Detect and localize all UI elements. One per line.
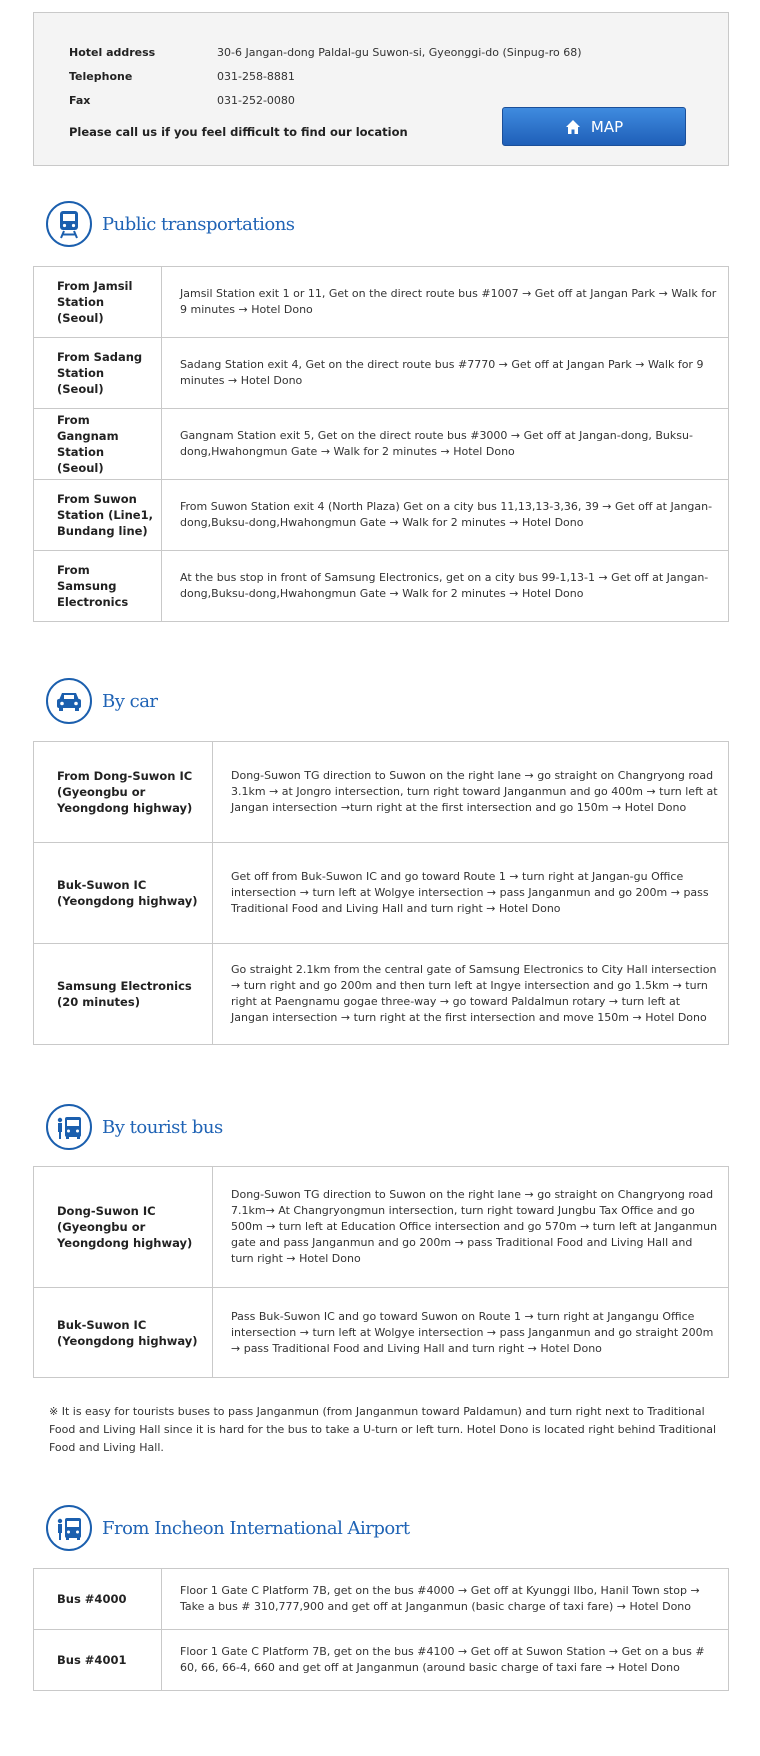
table-row — [34, 409, 729, 480]
route-directions: Pass Buk-Suwon IC and go toward Suwon on Route 1 → turn right at Jangangu Office intersection → turn left at Wolgye intersection → pass Janganmun and go straight 200m → pass Traditional Food and Living Hall and turn right → Hotel Dono — [213, 1288, 729, 1378]
section-header-airport — [46, 1503, 410, 1553]
public-transport-table — [33, 266, 729, 622]
table-row — [34, 742, 729, 843]
airport-bus-icon — [46, 1505, 92, 1551]
route-directions: Get off from Buk-Suwon IC and go toward Route 1 → turn right at Jangan-gu Office intersection → turn left at Wolgye intersection → pass Janganmun and go 200m → pass Traditional Food and Living Hall and turn right → Hotel Dono — [213, 843, 729, 944]
table-row — [34, 267, 729, 338]
route-origin: From Dong-Suwon IC (Gyeongbu or Yeongdong highway) — [34, 742, 213, 843]
route-directions: Floor 1 Gate C Platform 7B, get on the bus #4000 → Get off at Kyunggi Ilbo, Hanil Town stop → Take a bus # 310,777,900 and get off at Janganmun (basic charge of taxi fare) → Hotel Dono — [162, 1569, 729, 1630]
route-origin: Samsung Electronics (20 minutes) — [34, 944, 213, 1045]
route-origin: From Gangnam Station (Seoul) — [34, 409, 162, 480]
train-icon — [46, 201, 92, 247]
route-directions: Floor 1 Gate C Platform 7B, get on the bus #4100 → Get off at Suwon Station → Get on a bus # 60, 66, 66-4, 660 and get off at Janganmun (around basic charge of taxi fare → Hotel Dono — [162, 1630, 729, 1691]
route-directions: Gangnam Station exit 5, Get on the direct route bus #3000 → Get off at Jangan-dong, Buksu-dong,Hwahongmun Gate → Walk for 2 minutes → Hotel Dono — [162, 409, 729, 480]
route-directions: Go straight 2.1km from the central gate of Samsung Electronics to City Hall intersection → turn right and go 200m and then turn left at Ingye intersection and go 1.5km → turn right at Paengnamu gogae three-way → go toward Paldalmun rotary → turn left at Jangan intersection → turn right at the first intersection and move 150m → Hotel Dono — [213, 944, 729, 1045]
route-directions: From Suwon Station exit 4 (North Plaza) Get on a city bus 11,13,13-3,36, 39 → Get off at Jangan-dong,Buksu-dong,Hwahongmun Gate → Walk for 2 minutes → Hotel Dono — [162, 480, 729, 551]
table-row — [34, 338, 729, 409]
section-header-tourist-bus — [46, 1102, 223, 1152]
address-value: 30-6 Jangan-dong Paldal-gu Suwon-si, Gyeonggi-do (Sinpug-ro 68) — [217, 46, 582, 59]
section-title-public: Public transportations — [102, 213, 295, 235]
route-origin: From Jamsil Station (Seoul) — [34, 267, 162, 338]
table-row — [34, 1569, 729, 1630]
fax-value: 031-252-0080 — [217, 94, 295, 107]
address-label: Hotel address — [69, 46, 156, 59]
route-origin: Buk-Suwon IC (Yeongdong highway) — [34, 1288, 213, 1378]
home-icon — [565, 119, 581, 135]
table-row — [34, 1167, 729, 1288]
bus-icon — [46, 1104, 92, 1150]
map-button-label: MAP — [590, 117, 624, 136]
route-directions: Dong-Suwon TG direction to Suwon on the right lane → go straight on Changryong road 3.1km → at Jongro intersection, turn right toward Janganmun and go 400m → turn left at Jangan intersection →turn right at the first intersection and go 150m → Hotel Dono — [213, 742, 729, 843]
table-row — [34, 843, 729, 944]
table-row — [34, 1288, 729, 1378]
route-directions: Dong-Suwon TG direction to Suwon on the right lane → go straight on Changryong road 7.1km→ At Changryongmun intersection, turn right toward Jungbu Tax Office and go 500m → turn left at Education Office intersection and go 570m → turn left at Janganmun gate and pass Janganmun and go 200m → pass Traditional Food and Living Hall and turn right → Hotel Dono — [213, 1167, 729, 1288]
route-origin: From Suwon Station (Line1, Bundang line) — [34, 480, 162, 551]
telephone-value: 031-258-8881 — [217, 70, 295, 83]
section-header-public — [46, 199, 295, 249]
route-directions: At the bus stop in front of Samsung Electronics, get on a city bus 99-1,13-1 → Get off at Jangan-dong,Buksu-dong,Hwahongmun Gate → Walk for 2 minutes → Hotel Dono — [162, 551, 729, 622]
car-route-table — [33, 741, 729, 1045]
section-title-car: By car — [102, 690, 158, 712]
telephone-label: Telephone — [69, 70, 133, 83]
route-origin: Dong-Suwon IC (Gyeongbu or Yeongdong highway) — [34, 1167, 213, 1288]
fax-label: Fax — [69, 94, 91, 107]
car-icon — [46, 678, 92, 724]
route-directions: Jamsil Station exit 1 or 11, Get on the direct route bus #1007 → Get off at Jangan Park → Walk for 9 minutes → Hotel Dono — [162, 267, 729, 338]
route-origin: Bus #4000 — [34, 1569, 162, 1630]
route-directions: Sadang Station exit 4, Get on the direct route bus #7770 → Get off at Jangan Park → Walk for 9 minutes → Hotel Dono — [162, 338, 729, 409]
route-origin: Buk-Suwon IC (Yeongdong highway) — [34, 843, 213, 944]
hotel-info-box — [33, 12, 729, 166]
route-origin: Bus #4001 — [34, 1630, 162, 1691]
section-title-airport: From Incheon International Airport — [102, 1517, 410, 1539]
map-button[interactable] — [502, 107, 686, 146]
airport-bus-table — [33, 1568, 729, 1691]
tourist-bus-note: ※ It is easy for tourists buses to pass Janganmun (from Janganmun toward Paldamun) and turn right next to Traditional Food and Living Hall since it is hard for the bus to take a U-turn or left turn. Hotel Dono is located right behind Traditional Food and Living Hall. — [49, 1405, 717, 1454]
route-origin: From Samsung Electronics — [34, 551, 162, 622]
tourist-bus-table — [33, 1166, 729, 1378]
table-row — [34, 480, 729, 551]
table-row — [34, 1630, 729, 1691]
table-row — [34, 551, 729, 622]
section-title-tourist-bus: By tourist bus — [102, 1116, 223, 1138]
section-header-car — [46, 676, 158, 726]
route-origin: From Sadang Station (Seoul) — [34, 338, 162, 409]
call-note: Please call us if you feel difficult to find our location — [69, 125, 408, 139]
table-row — [34, 944, 729, 1045]
